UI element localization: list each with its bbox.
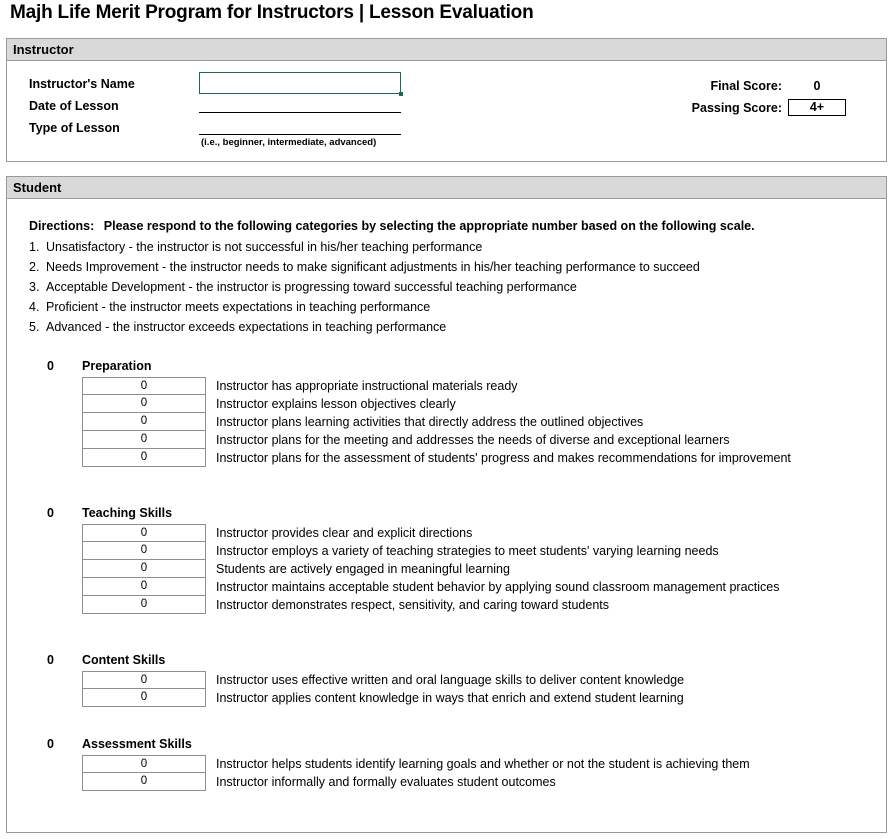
table-row	[82, 578, 780, 596]
date-of-lesson-label: Date of Lesson	[29, 99, 119, 113]
rating-input[interactable]: 0	[82, 431, 206, 449]
category-title: Assessment Skills	[82, 737, 192, 751]
criterion-text: Instructor demonstrates respect, sensitivity, and caring toward students	[216, 598, 610, 612]
table-row	[82, 671, 684, 689]
table-row	[82, 431, 791, 449]
rating-input[interactable]: 0	[82, 413, 206, 431]
criterion-text: Instructor has appropriate instructional materials ready	[216, 379, 518, 393]
scale-text: Acceptable Development - the instructor is progressing toward successful teaching performance	[46, 280, 577, 294]
table-row	[82, 560, 780, 578]
rating-rows	[82, 524, 780, 614]
table-row	[82, 596, 780, 614]
type-of-lesson-hint: (i.e., beginner, intermediate, advanced)	[201, 137, 377, 148]
passing-score-value: 4+	[788, 99, 846, 116]
scale-text: Advanced - the instructor exceeds expectations in teaching performance	[46, 320, 447, 334]
directions-label: Directions:	[29, 219, 95, 233]
category-score: 0	[47, 653, 54, 667]
rating-input[interactable]: 0	[82, 671, 206, 689]
scale-number: 1.	[29, 240, 40, 254]
rating-input[interactable]: 0	[82, 449, 206, 467]
scale-number: 3.	[29, 280, 40, 294]
criterion-text: Instructor plans for the meeting and addresses the needs of diverse and exceptional learners	[216, 433, 730, 447]
list-item	[29, 297, 755, 317]
directions-text: Please respond to the following categories by selecting the appropriate number based on the following scale.	[103, 219, 755, 233]
final-score-label: Final Score:	[710, 79, 782, 93]
rating-input[interactable]: 0	[82, 524, 206, 542]
rating-input[interactable]: 0	[82, 689, 206, 707]
student-section-header: Student	[7, 177, 886, 199]
rating-rows	[82, 671, 684, 707]
category-score: 0	[47, 506, 54, 520]
scale-text: Needs Improvement - the instructor needs to make significant adjustments in his/her teaching performance to succeed	[46, 260, 700, 274]
scale-number: 4.	[29, 300, 40, 314]
rating-rows	[82, 755, 750, 791]
table-row	[82, 542, 780, 560]
criterion-text: Instructor plans learning activities that directly address the outlined objectives	[216, 415, 644, 429]
scale-number: 2.	[29, 260, 40, 274]
criterion-text: Instructor maintains acceptable student behavior by applying sound classroom management practices	[216, 580, 780, 594]
date-of-lesson-input[interactable]	[199, 96, 401, 113]
table-row	[82, 773, 750, 791]
rating-input[interactable]: 0	[82, 578, 206, 596]
final-score-value: 0	[813, 79, 821, 93]
rating-input[interactable]: 0	[82, 395, 206, 413]
table-row	[82, 395, 791, 413]
type-of-lesson-label: Type of Lesson	[29, 121, 120, 135]
criterion-text: Instructor uses effective written and oral language skills to deliver content knowledge	[216, 673, 685, 687]
page-title: Majh Life Merit Program for Instructors | Lesson Evaluation	[10, 2, 534, 23]
table-row	[82, 413, 791, 431]
criterion-text: Instructor employs a variety of teaching strategies to meet students' varying learning needs	[216, 544, 719, 558]
list-item	[29, 317, 755, 337]
instructor-name-input[interactable]	[199, 72, 401, 94]
table-row	[82, 755, 750, 773]
rating-rows	[82, 377, 791, 467]
instructor-section	[6, 38, 887, 162]
instructor-name-label: Instructor's Name	[29, 77, 135, 91]
table-row	[82, 524, 780, 542]
table-row	[82, 689, 684, 707]
directions-line	[29, 219, 755, 233]
criterion-text: Instructor informally and formally evaluates student outcomes	[216, 775, 556, 789]
rating-input[interactable]: 0	[82, 377, 206, 395]
category-title: Content Skills	[82, 653, 166, 667]
rating-scale-list	[29, 237, 755, 337]
category-score: 0	[47, 359, 54, 373]
table-row	[82, 377, 791, 395]
passing-score-label: Passing Score:	[691, 101, 782, 115]
criterion-text: Students are actively engaged in meaningful learning	[216, 562, 510, 576]
directions-block	[29, 219, 755, 337]
category-title: Teaching Skills	[82, 506, 173, 520]
criterion-text: Instructor applies content knowledge in ways that enrich and extend student learning	[216, 691, 684, 705]
student-section	[6, 176, 887, 833]
criterion-text: Instructor helps students identify learning goals and whether or not the student is achieving them	[216, 757, 750, 771]
rating-input[interactable]: 0	[82, 596, 206, 614]
table-row	[82, 449, 791, 467]
list-item	[29, 237, 755, 257]
instructor-section-header: Instructor	[7, 39, 886, 61]
criterion-text: Instructor provides clear and explicit directions	[216, 526, 473, 540]
type-of-lesson-input[interactable]	[199, 118, 401, 135]
list-item	[29, 257, 755, 277]
criterion-text: Instructor plans for the assessment of students' progress and makes recommendations for improvement	[216, 451, 791, 465]
category-score: 0	[47, 737, 54, 751]
scale-number: 5.	[29, 320, 40, 334]
rating-input[interactable]: 0	[82, 560, 206, 578]
rating-input[interactable]: 0	[82, 542, 206, 560]
criterion-text: Instructor explains lesson objectives clearly	[216, 397, 456, 411]
scale-text: Unsatisfactory - the instructor is not successful in his/her teaching performance	[46, 240, 483, 254]
rating-input[interactable]: 0	[82, 773, 206, 791]
scale-text: Proficient - the instructor meets expectations in teaching performance	[46, 300, 431, 314]
list-item	[29, 277, 755, 297]
rating-input[interactable]: 0	[82, 755, 206, 773]
category-title: Preparation	[82, 359, 152, 373]
